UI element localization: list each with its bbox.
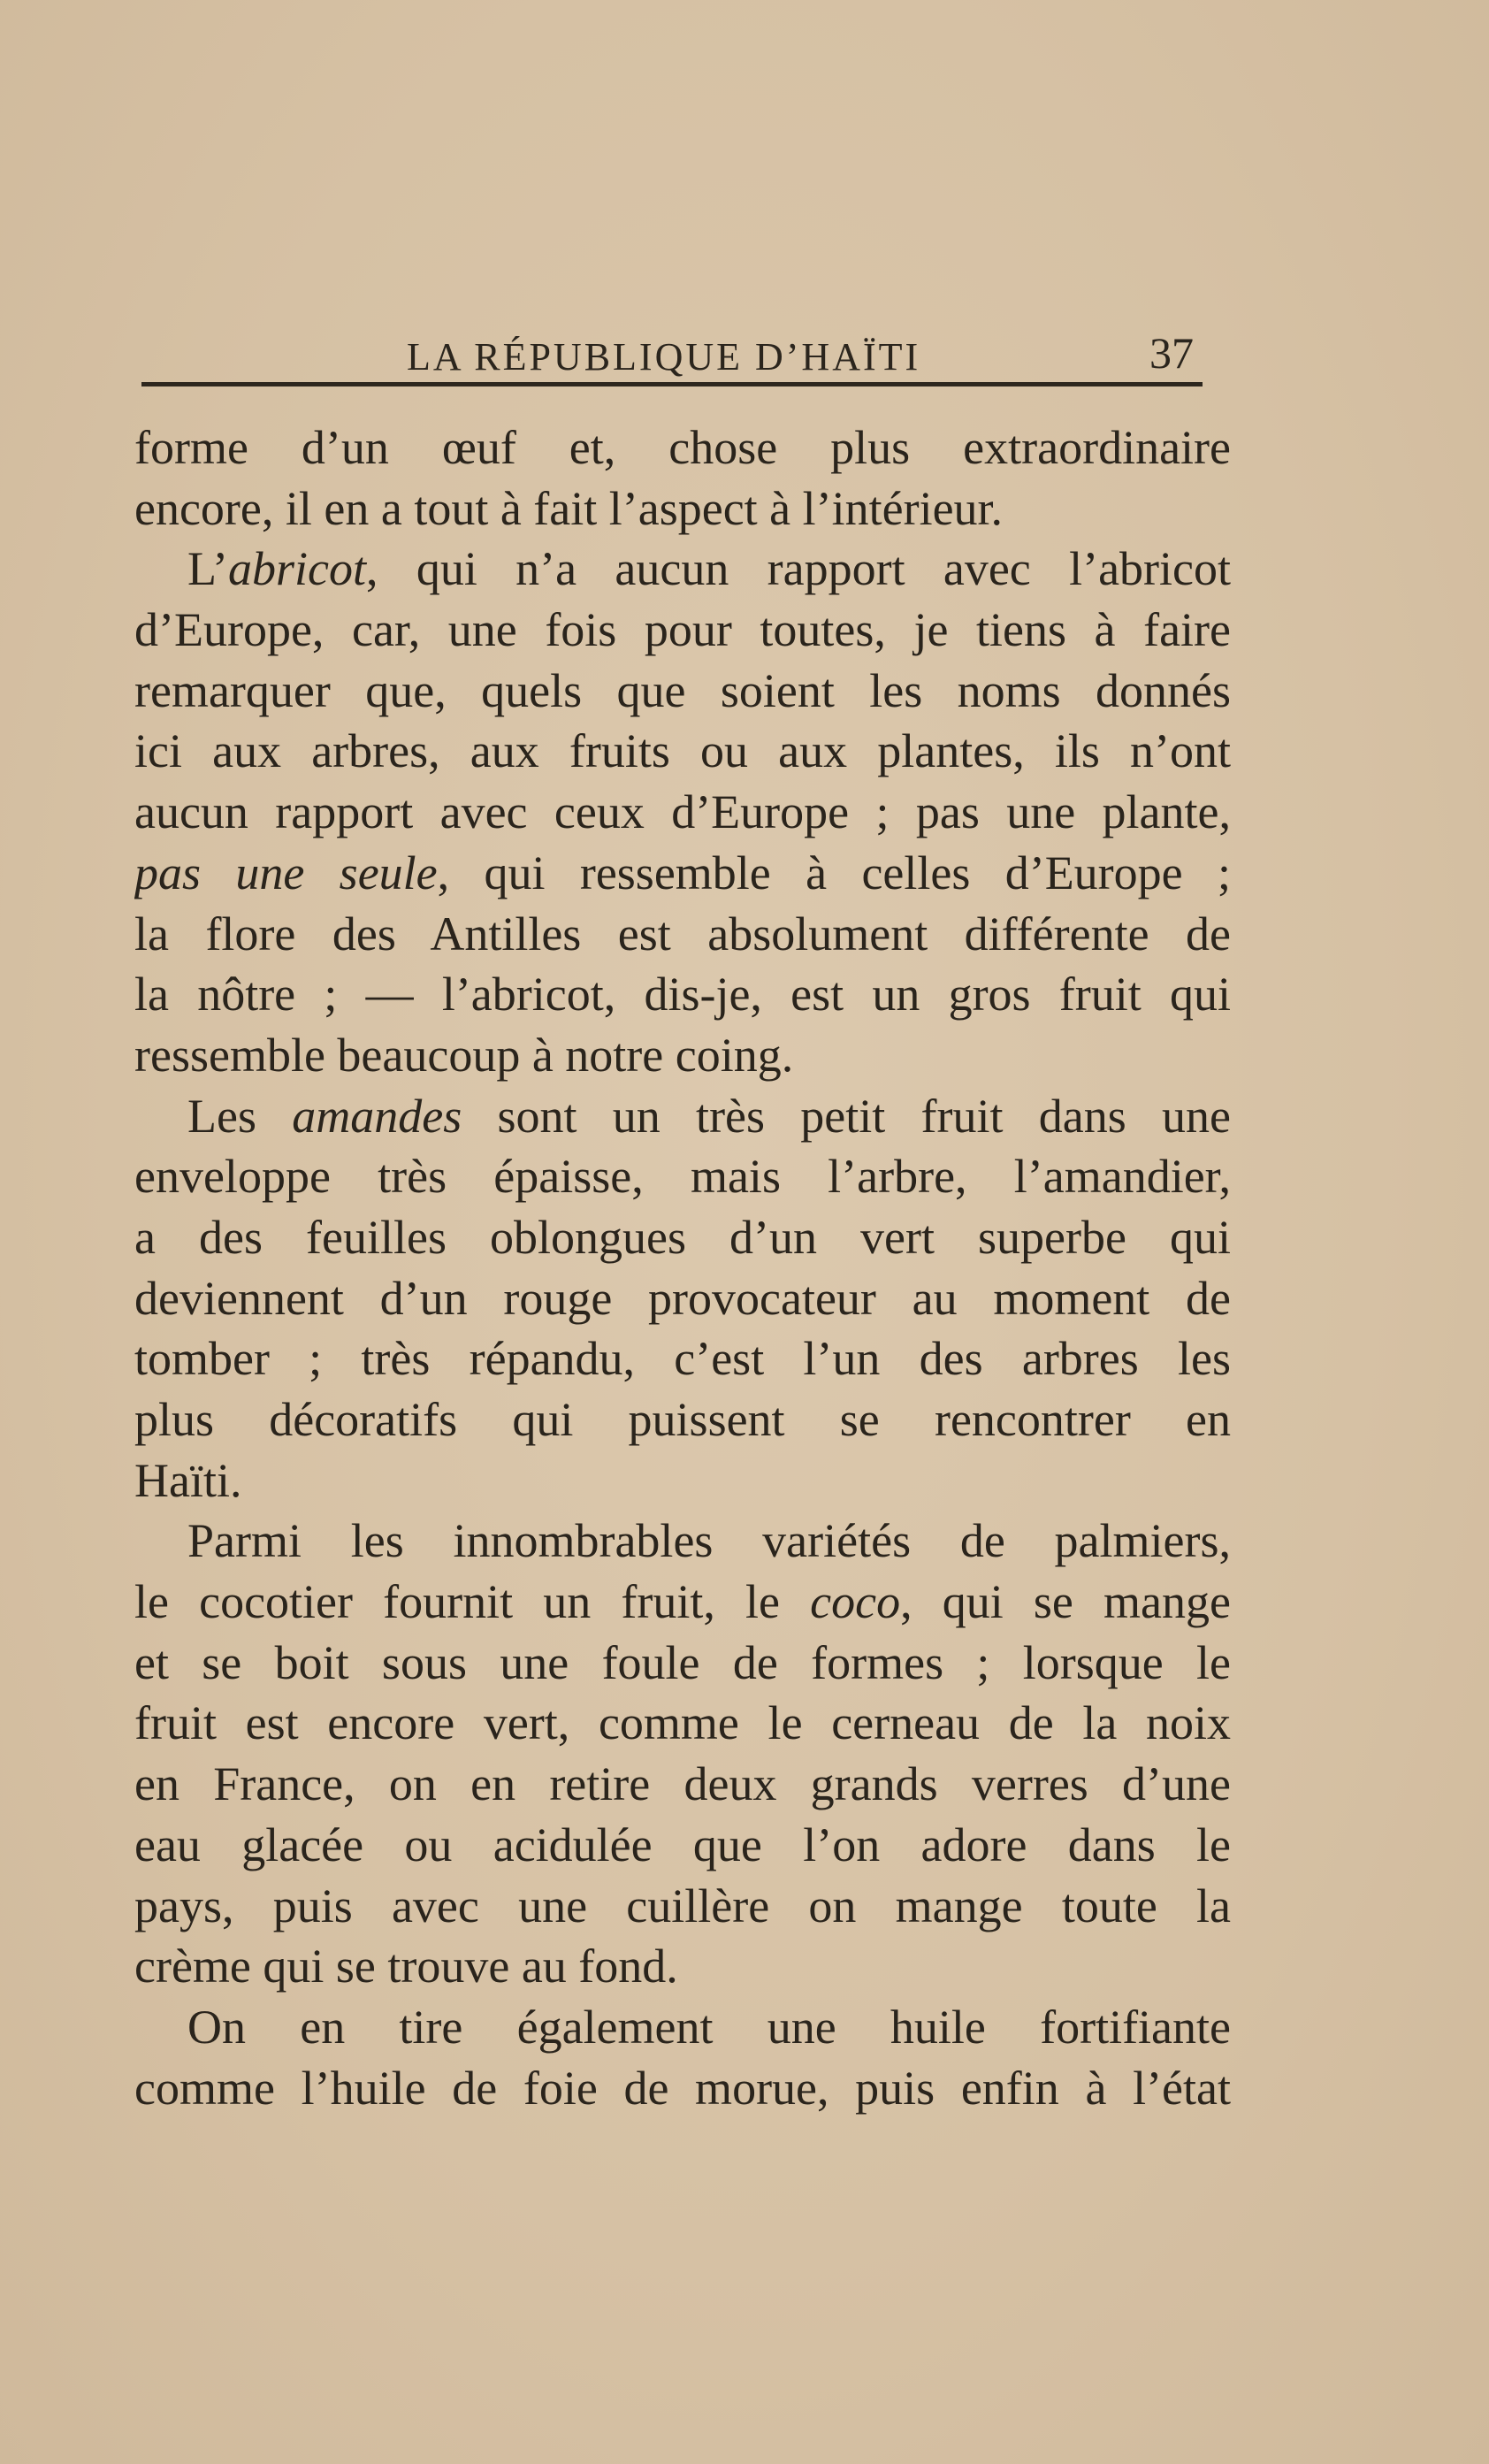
text-line: la flore des Antilles est absolument différente de bbox=[134, 907, 1231, 960]
text-line: On en tire également une huile fortifiante bbox=[187, 2000, 1231, 2054]
text-line: la nôtre ; — l’abricot, dis-je, est un gros fruit qui bbox=[134, 968, 1231, 1022]
text-line: a des feuilles oblongues d’un vert superbe qui bbox=[134, 1210, 1231, 1264]
text-line: encore, il en a tout à fait l’aspect à l’intérieur. bbox=[134, 481, 1004, 535]
text-line: deviennent d’un rouge provocateur au moment de bbox=[134, 1271, 1231, 1325]
italic-term: abricot bbox=[228, 542, 367, 596]
text-line: enveloppe très épaisse, mais l’arbre, l’amandier, bbox=[134, 1150, 1231, 1204]
text-line: aucun rapport avec ceux d’Europe ; pas une plante, bbox=[134, 785, 1231, 839]
text-line: pas une seule, qui ressemble à celles d’Europe ; bbox=[134, 846, 1231, 899]
italic-term: amandes bbox=[292, 1089, 462, 1143]
text-line: eau glacée ou acidulée que l’on adore dans le bbox=[134, 1817, 1231, 1871]
text-line: pays, puis avec une cuillère on mange toute la bbox=[134, 1879, 1231, 1932]
body-text bbox=[134, 417, 1231, 2118]
page-number: 37 bbox=[1149, 328, 1194, 378]
text-line: forme d’un œuf et, chose plus extraordinaire bbox=[134, 421, 1231, 474]
text-line: Les amandes sont un très petit fruit dans une bbox=[187, 1089, 1231, 1143]
text-line: crème qui se trouve au fond. bbox=[134, 1940, 678, 1993]
italic-term: pas une seule bbox=[134, 846, 438, 899]
text-line: plus décoratifs qui puissent se rencontrer en bbox=[134, 1393, 1231, 1446]
text-line: tomber ; très répandu, c’est l’un des arbres les bbox=[134, 1332, 1231, 1386]
header-rule bbox=[141, 382, 1203, 386]
text-line: d’Europe, car, une fois pour toutes, je tiens à faire bbox=[134, 603, 1231, 657]
text-line: en France, on en retire deux grands verres d’une bbox=[134, 1757, 1231, 1811]
text-line: et se boit sous une foule de formes ; lorsque le bbox=[134, 1635, 1231, 1689]
text-line: remarquer que, quels que soient les noms donnés bbox=[134, 663, 1231, 717]
text-line: le cocotier fournit un fruit, le coco, qui se mange bbox=[134, 1575, 1231, 1629]
text-line: ici aux arbres, aux fruits ou aux plantes, ils n’ont bbox=[134, 724, 1231, 778]
running-title: LA RÉPUBLIQUE D’HAÏTI bbox=[407, 335, 921, 379]
text-line: comme l’huile de foie de morue, puis enfin à l’état bbox=[134, 2061, 1231, 2115]
text-line: L’abricot, qui n’a aucun rapport avec l’abricot bbox=[187, 542, 1231, 596]
italic-term: coco bbox=[810, 1575, 901, 1629]
text-line: Parmi les innombrables variétés de palmiers, bbox=[187, 1514, 1231, 1568]
text-line: Haïti. bbox=[134, 1453, 242, 1507]
text-line: fruit est encore vert, comme le cerneau de la noix bbox=[134, 1696, 1231, 1750]
text-line: ressemble beaucoup à notre coing. bbox=[134, 1028, 794, 1082]
